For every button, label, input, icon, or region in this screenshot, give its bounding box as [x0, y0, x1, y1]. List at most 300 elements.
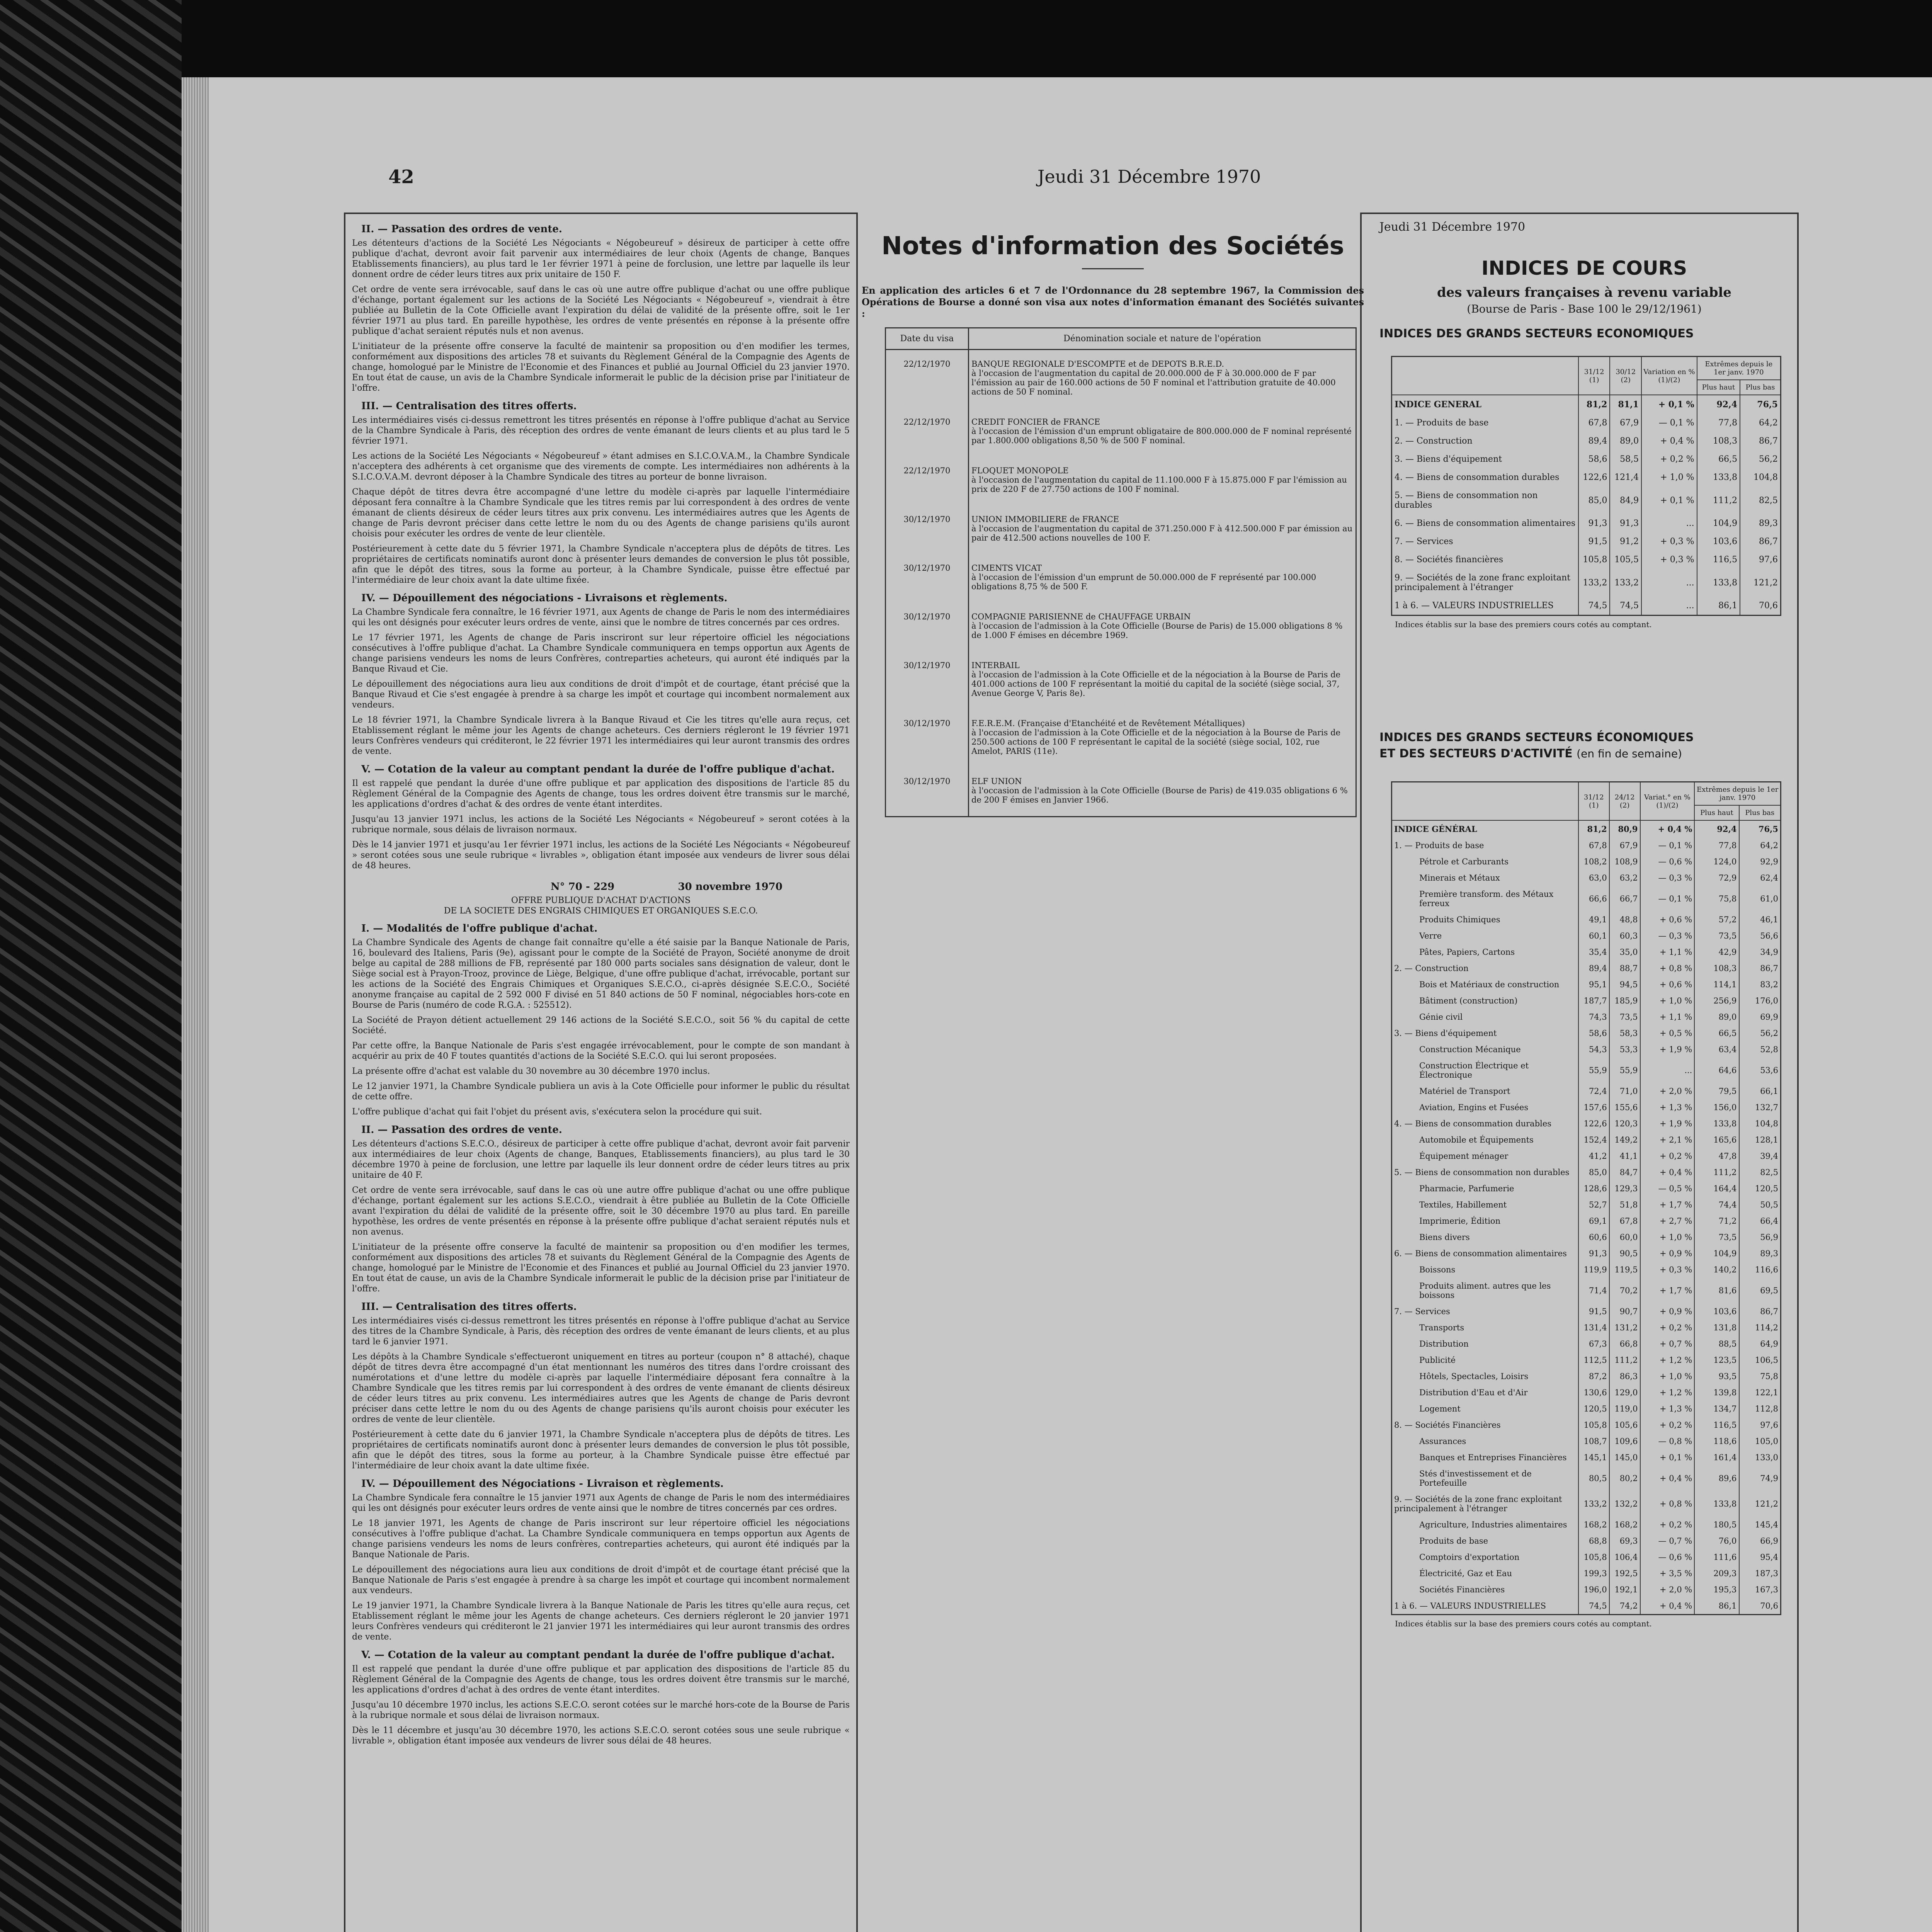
- index-value-lo: 62,4: [1739, 870, 1781, 886]
- index-value-v2: 41,1: [1609, 1148, 1640, 1164]
- index-value-v1: 81,2: [1578, 395, 1610, 414]
- index-value-v2: 155,6: [1609, 1099, 1640, 1116]
- index-label: Pâtes, Papiers, Cartons: [1419, 947, 1515, 957]
- index-value-var: + 0,1 %: [1640, 1449, 1695, 1466]
- index-value-v1: 130,6: [1578, 1384, 1609, 1401]
- index-label: Distribution: [1419, 1339, 1469, 1349]
- index-row: [1392, 1517, 1781, 1533]
- index-value-hi: 66,5: [1697, 450, 1740, 468]
- index-row: [1392, 993, 1781, 1009]
- section-paragraph: Dès le 14 janvier 1971 et jusqu'au 1er février 1971 inclus, les actions de la Société Les Négociants « Négobeureuf » seront cotées sous une seule rubrique « livrables », obligation étant imposée aux vendeurs de livrer sous délai de 48 heures.: [352, 840, 850, 871]
- index-value-var: + 3,5 %: [1640, 1565, 1695, 1582]
- index-value-hi: 133,8: [1694, 1491, 1739, 1517]
- index-value-v2: 105,6: [1609, 1417, 1640, 1433]
- index-value-var: + 1,2 %: [1640, 1352, 1695, 1368]
- index-value-v1: 95,1: [1578, 976, 1609, 993]
- operation-desc: à l'occasion de l'émission d'un emprunt obligataire de 800.000.000 de F nominal représenté par 1.800.000 obligations 8,50 % de 500 F nominal.: [971, 427, 1352, 445]
- index-value-v1: 122,6: [1578, 468, 1610, 486]
- index-value-lo: 120,5: [1739, 1180, 1781, 1197]
- index-value-lo: 104,8: [1739, 1116, 1781, 1132]
- index-row: [1392, 569, 1781, 597]
- index-row: [1392, 1582, 1781, 1598]
- section-paragraph: Le dépouillement des négociations aura lieu aux conditions de droit d'impôt et de courtage étant précisé que la Banque Nationale de Paris s'est engagée à prendre à sa charge les impôt et courtage qui incombent normalement aux vendeurs.: [352, 1565, 850, 1595]
- visa-entry: [969, 505, 1356, 554]
- index-value-v1: 133,2: [1578, 1491, 1609, 1517]
- index-label: 5. — Biens de consommation non durables: [1395, 491, 1538, 510]
- company-name: UNION IMMOBILIERE de FRANCE: [971, 515, 1119, 524]
- index-value-lo: 52,8: [1739, 1041, 1781, 1058]
- index-label: Bois et Matériaux de construction: [1419, 980, 1560, 989]
- index-row: [1392, 1229, 1781, 1245]
- index-value-hi: 79,5: [1694, 1083, 1739, 1099]
- index-row: [1392, 1449, 1781, 1466]
- index-label: 8. — Sociétés financières: [1395, 555, 1503, 565]
- index-row: [1392, 944, 1781, 960]
- index-row: [1392, 886, 1781, 912]
- index-value-hi: 108,3: [1694, 960, 1739, 976]
- index-label: Imprimerie, Édition: [1419, 1216, 1501, 1226]
- index-label: 6. — Biens de consommation alimentaires: [1395, 519, 1576, 528]
- index-value-var: + 2,0 %: [1640, 1083, 1695, 1099]
- index-label: Sociétés Financières: [1419, 1585, 1505, 1594]
- activity-index-table: [1391, 781, 1781, 1615]
- index-value-lo: 56,2: [1739, 1025, 1781, 1041]
- section-paragraph: Les intermédiaires visés ci-dessus remettront les titres présentés en réponse à l'offre publique d'achat au Service de la Chambre Syndicale à Paris, dès réception des ordres de vente émanant de leurs clients et au plus tard le 5 février 1971.: [352, 415, 850, 446]
- index-value-lo: 76,5: [1740, 395, 1781, 414]
- index-row: [1392, 1083, 1781, 1099]
- index-value-hi: 164,4: [1694, 1180, 1739, 1197]
- index-value-v2: 106,4: [1609, 1549, 1640, 1565]
- index-value-var: + 0,6 %: [1640, 912, 1695, 928]
- indices-date: Jeudi 31 Décembre 1970: [1379, 220, 1526, 234]
- index-label: Première transform. des Métaux ferreux: [1419, 889, 1554, 908]
- notes-information-column: [858, 216, 1368, 817]
- visa-table: [886, 328, 1355, 816]
- company-name: CREDIT FONCIER de FRANCE: [971, 417, 1100, 427]
- section-paragraph: Le dépouillement des négociations aura lieu aux conditions de droit d'impôt et de courtage, étant précisé que la Banque Rivaud et Cie s'est engagée à prendre à sa charge les impôt et courtage qui incombent normalement aux vendeurs.: [352, 679, 850, 710]
- index-value-var: + 0,7 %: [1640, 1336, 1695, 1352]
- index-value-v2: 74,2: [1609, 1598, 1640, 1615]
- index-value-v1: 105,8: [1578, 1549, 1609, 1565]
- section-paragraph: Il est rappelé que pendant la durée d'une offre publique et par application des dispositions de l'article 85 du Règlement Général de la Compagnie des Agents de change, tous les ordres doivent être transmis sur le marché, les applications d'ordres d'achat à des ordres de vente étant interdites.: [352, 1664, 850, 1695]
- index-value-v2: 105,5: [1610, 551, 1641, 569]
- index-label: Distribution d'Eau et d'Air: [1419, 1388, 1528, 1397]
- index-value-v1: 55,9: [1578, 1058, 1609, 1083]
- index-row: [1392, 1116, 1781, 1132]
- index-row: [1392, 414, 1781, 432]
- index-row: [1392, 1384, 1781, 1401]
- index-value-lo: 66,4: [1739, 1213, 1781, 1229]
- header-date: Jeudi 31 Décembre 1970: [1037, 166, 1261, 187]
- seco-sections-b: [350, 923, 852, 1746]
- index-value-v2: 121,4: [1610, 468, 1641, 486]
- index-label: Pétrole et Carburants: [1419, 857, 1509, 866]
- index-value-v1: 131,4: [1578, 1320, 1609, 1336]
- index-value-var: + 0,8 %: [1640, 1491, 1695, 1517]
- index-row: [1392, 1336, 1781, 1352]
- index-label: 3. — Biens d'équipement: [1395, 454, 1502, 464]
- visa-date: 30/12/1970: [886, 767, 969, 816]
- index-value-lo: 86,7: [1740, 432, 1781, 450]
- visa-entry: [969, 709, 1356, 767]
- index-value-var: + 0,3 %: [1641, 551, 1697, 569]
- index-value-var: + 0,4 %: [1640, 1466, 1695, 1491]
- section-paragraph: Le 17 février 1971, les Agents de change de Paris inscriront sur leur répertoire officiel les négociations consécutives à l'offre publique d'achat. La Chambre Syndicale communiquera en temps opportun aux Agents de change parisiens vendeurs les noms de leurs Confrères, contreparties acheteurs, qui auront été indiqués par la Banque Rivaud et Cie.: [352, 633, 850, 674]
- index-value-var: — 0,7 %: [1640, 1533, 1695, 1549]
- index-value-v1: 128,6: [1578, 1180, 1609, 1197]
- index-value-hi: 73,5: [1694, 1229, 1739, 1245]
- section-title: III. — Centralisation des titres offerts.: [361, 1301, 577, 1313]
- index-row: [1392, 1401, 1781, 1417]
- index-value-hi: 133,8: [1697, 569, 1740, 597]
- index-value-var: + 0,8 %: [1640, 960, 1695, 976]
- index-value-lo: 69,5: [1739, 1278, 1781, 1303]
- page-header: [388, 166, 1911, 193]
- book-page-edges: [182, 77, 209, 1932]
- index-value-hi: 123,5: [1694, 1352, 1739, 1368]
- visa-entry: [969, 408, 1356, 457]
- index-value-v2: 192,1: [1609, 1582, 1640, 1598]
- index-value-hi: 139,8: [1694, 1384, 1739, 1401]
- index-value-v1: 67,8: [1578, 837, 1609, 854]
- company-name: F.E.R.E.M. (Française d'Etanchéité et de Revêtement Métalliques): [971, 719, 1245, 728]
- index-value-v1: 133,2: [1578, 569, 1610, 597]
- section-paragraph: Le 18 février 1971, la Chambre Syndicale livrera à la Banque Rivaud et Cie les titres qu'elle aura reçus, cet Etablissement réglant le même jour les Agents de change acheteurs. Ces derniers régleront le 19 février 1971 leurs Confrères vendeurs qui créditeront, le 22 février 1971 les intermédiaires qui leur auront transmis des ordres de vente.: [352, 715, 850, 756]
- index-value-v1: 91,5: [1578, 1303, 1609, 1320]
- index-value-lo: 83,2: [1739, 976, 1781, 993]
- index-value-var: — 0,8 %: [1640, 1433, 1695, 1449]
- index-label: Boissons: [1419, 1265, 1456, 1274]
- index-value-v1: 67,8: [1578, 414, 1610, 432]
- t2-col-variation: Variat.° en % (1)/(2): [1640, 782, 1695, 821]
- index-value-lo: 104,8: [1740, 468, 1781, 486]
- index-value-v2: 67,8: [1609, 1213, 1640, 1229]
- index-value-v1: 187,7: [1578, 993, 1609, 1009]
- index-value-hi: 89,6: [1694, 1466, 1739, 1491]
- index-value-lo: 133,0: [1739, 1449, 1781, 1466]
- index-value-lo: 86,7: [1740, 532, 1781, 551]
- t1-col-extremes: Extrêmes depuis le 1er janv. 1970: [1697, 357, 1781, 380]
- index-value-var: + 2,0 %: [1640, 1582, 1695, 1598]
- index-value-v2: 60,0: [1609, 1229, 1640, 1245]
- section-paragraph: Le 19 janvier 1971, la Chambre Syndicale livrera à la Banque Nationale de Paris les titres qu'elle aura reçus, cet Etablissement réglant le même jour les Agents de change acheteurs. Ces derniers régleront le 20 janvier 1971 leurs Confrères vendeurs qui créditeront le 21 janvier 1971 les intermédiaires qui leur auront transmis des ordres de vente.: [352, 1601, 850, 1642]
- index-row: [1392, 912, 1781, 928]
- index-value-lo: 64,2: [1739, 837, 1781, 854]
- index-value-hi: 74,4: [1694, 1197, 1739, 1213]
- index-label: Banques et Entreprises Financières: [1419, 1453, 1567, 1462]
- index-value-v2: 131,2: [1609, 1320, 1640, 1336]
- index-row: [1392, 976, 1781, 993]
- index-label: Produits de base: [1419, 1536, 1488, 1546]
- index-value-lo: 114,2: [1739, 1320, 1781, 1336]
- visa-date: 30/12/1970: [886, 651, 969, 709]
- index-value-var: ...: [1641, 597, 1697, 616]
- index-label: 3. — Biens d'équipement: [1394, 1029, 1497, 1038]
- index-value-var: + 0,6 %: [1640, 976, 1695, 993]
- index-value-v2: 84,7: [1609, 1164, 1640, 1180]
- index-value-lo: 95,4: [1739, 1549, 1781, 1565]
- index-row: [1392, 551, 1781, 569]
- index-row: [1392, 1598, 1781, 1615]
- index-value-hi: 133,8: [1694, 1116, 1739, 1132]
- index-value-v2: 109,6: [1609, 1433, 1640, 1449]
- index-value-v2: 168,2: [1609, 1517, 1640, 1533]
- notice-heading: [350, 881, 852, 893]
- index-row: [1392, 450, 1781, 468]
- index-row: [1392, 1303, 1781, 1320]
- index-value-lo: 86,7: [1739, 1303, 1781, 1320]
- index-value-v2: 66,8: [1609, 1336, 1640, 1352]
- section-title: I. — Modalités de l'offre publique d'achat.: [361, 923, 598, 934]
- index-value-v1: 122,6: [1578, 1116, 1609, 1132]
- index-value-v1: 74,3: [1578, 1009, 1609, 1025]
- section-paragraph: L'offre publique d'achat qui fait l'objet du présent avis, s'exécutera selon la procédure qui suit.: [352, 1107, 762, 1117]
- index-value-v1: 80,5: [1578, 1466, 1609, 1491]
- section-paragraph: Cet ordre de vente sera irrévocable, sauf dans le cas où une autre offre publique d'achat ou une offre publique d'échange, portant également sur les actions S.E.C.O., viendrait à être publiée au Bulletin de la Cote Officielle avant l'expiration du délai de validité de la présente offre, soit le 30 décembre 1970 au plus tard. En pareille hypothèse, les ordres de vente présentés en réponse à la présente offre publique d'achat seraient réputés nuls et non avenus.: [352, 1185, 850, 1237]
- index-value-var: — 0,1 %: [1640, 886, 1695, 912]
- operation-desc: à l'occasion de l'émission d'un emprunt de 50.000.000 de F représenté par 100.000 obligations 8,75 % de 500 F.: [971, 573, 1316, 591]
- index-row: [1392, 514, 1781, 532]
- section-paragraph: Le 18 janvier 1971, les Agents de change de Paris inscriront sur leur répertoire officiel les négociations consécutives à l'offre publique d'achat. La Chambre Syndicale communiquera en temps opportun aux Agents de change parisiens vendeurs les noms de leurs confrères, contreparties acheteurs, qui auront été indiqués par la Banque Nationale de Paris.: [352, 1519, 850, 1560]
- index-label: Comptoirs d'exportation: [1419, 1553, 1520, 1562]
- index-value-hi: 77,8: [1697, 414, 1740, 432]
- index-value-v1: 145,1: [1578, 1449, 1609, 1466]
- t2-col-24-12: 24/12 (2): [1609, 782, 1640, 821]
- index-row: [1392, 870, 1781, 886]
- index-value-v2: 120,3: [1609, 1116, 1640, 1132]
- visa-date: 30/12/1970: [886, 603, 969, 651]
- section-paragraph: Par cette offre, la Banque Nationale de Paris s'est engagée irrévocablement, pour le compte de son mandant à acquérir au prix de 40 F toutes quantités d'actions de la Société S.E.C.O. qui lui seront proposées.: [352, 1041, 850, 1061]
- index-value-v1: 74,5: [1578, 1598, 1609, 1615]
- index-row: [1392, 432, 1781, 450]
- index-value-v2: 51,8: [1609, 1197, 1640, 1213]
- index-value-hi: 89,0: [1694, 1009, 1739, 1025]
- index-value-hi: 42,9: [1694, 944, 1739, 960]
- visa-entry: [969, 457, 1356, 505]
- index-value-v1: 71,4: [1578, 1278, 1609, 1303]
- index-label: Stés d'investissement et de Portefeuille: [1419, 1469, 1532, 1488]
- index-value-lo: 46,1: [1739, 912, 1781, 928]
- index-value-var: + 2,7 %: [1640, 1213, 1695, 1229]
- index-value-var: — 0,5 %: [1640, 1180, 1695, 1197]
- section-paragraph: Postérieurement à cette date du 5 février 1971, la Chambre Syndicale n'acceptera plus de dépôts de titres. Les propriétaires de certificats nominatifs auront donc à présenter leurs demandes de conversion le plus tôt possible, afin que le dépôt des titres, sous la forme au porteur, à la Chambre Syndicale, puisse être effectué par l'intermédiaire de leur choix avant la date ultime fixée.: [352, 544, 850, 585]
- company-name: FLOQUET MONOPOLE: [971, 466, 1069, 475]
- visa-row: [886, 651, 1355, 709]
- visa-col-date: Date du visa: [886, 328, 969, 350]
- index-value-hi: 134,7: [1694, 1401, 1739, 1417]
- index-row: [1392, 1491, 1781, 1517]
- operation-desc: à l'occasion de l'admission à la Cote Officielle (Bourse de Paris) de 15.000 obligations 8 % de 1.000 F émises en décembre 1969.: [971, 621, 1343, 640]
- index-row: [1392, 1278, 1781, 1303]
- section-paragraph: Les détenteurs d'actions de la Société Les Négociants « Négobeureuf » désireux de participer à cette offre publique d'achat, devront avoir fait parvenir aux intermédiaires de leur choix (Agents de change, Banques Etablissements financiers), au plus tard le 1er février 1971 à peine de forclusion, une lettre par laquelle ils leur donnent ordre de céder leurs titres aux prix unitaire de 150 F.: [352, 238, 850, 279]
- index-value-hi: 180,5: [1694, 1517, 1739, 1533]
- index-value-lo: 92,9: [1739, 854, 1781, 870]
- index-value-lo: 86,7: [1739, 960, 1781, 976]
- index-value-var: + 0,2 %: [1641, 450, 1697, 468]
- table2-title-line2: ET DES SECTEURS D'ACTIVITÉ: [1379, 747, 1573, 760]
- index-row: [1392, 820, 1781, 837]
- index-value-hi: 47,8: [1694, 1148, 1739, 1164]
- index-label: 8. — Sociétés Financières: [1394, 1420, 1501, 1430]
- index-value-lo: 121,2: [1739, 1491, 1781, 1517]
- notes-title: Notes d'information des Sociétés: [881, 232, 1344, 260]
- index-row: [1392, 854, 1781, 870]
- t2-col-31-12: 31/12 (1): [1578, 782, 1609, 821]
- operation-desc: à l'occasion de l'admission à la Cote Officielle et de la négociation à la Bourse de Paris de 401.000 actions de 100 F représentant la moitié du capital de la société (siège social, 37, Avenue George V, Paris 8e).: [971, 670, 1341, 698]
- index-value-var: ...: [1641, 569, 1697, 597]
- index-value-lo: 50,5: [1739, 1197, 1781, 1213]
- index-value-v2: 91,2: [1610, 532, 1641, 551]
- index-row: [1392, 1213, 1781, 1229]
- index-value-v2: 88,7: [1609, 960, 1640, 976]
- index-value-v2: 132,2: [1609, 1491, 1640, 1517]
- index-value-hi: 77,8: [1694, 837, 1739, 854]
- index-value-v2: 74,5: [1610, 597, 1641, 616]
- notice-date: 30 novembre 1970: [678, 881, 782, 893]
- index-row: [1392, 960, 1781, 976]
- index-value-lo: 70,6: [1740, 597, 1781, 616]
- index-value-lo: 69,9: [1739, 1009, 1781, 1025]
- index-value-lo: 64,9: [1739, 1336, 1781, 1352]
- table2-title: [1379, 730, 1789, 762]
- index-label: 1 à 6. — VALEURS INDUSTRIELLES: [1395, 601, 1554, 611]
- index-row: [1392, 597, 1781, 616]
- index-row: [1392, 1132, 1781, 1148]
- section-paragraph: Il est rappelé que pendant la durée d'une offre publique et par application des dispositions de l'article 85 du Règlement Général de la Compagnie des Agents de change, tous les ordres doivent être transmis sur le marché, les applications d'ordres d'achat & des ordres de vente étant interdites.: [352, 779, 850, 809]
- index-value-v1: 49,1: [1578, 912, 1609, 928]
- index-value-hi: 131,8: [1694, 1320, 1739, 1336]
- index-value-v1: 89,4: [1578, 432, 1610, 450]
- index-value-var: + 1,0 %: [1641, 468, 1697, 486]
- seco-sections-a: [350, 223, 852, 871]
- index-value-var: + 0,5 %: [1640, 1025, 1695, 1041]
- index-label: Verre: [1419, 931, 1442, 940]
- index-value-hi: 104,9: [1694, 1245, 1739, 1262]
- section-paragraph: La Chambre Syndicale fera connaître, le 16 février 1971, aux Agents de change de Paris le nom des intermédiaires qui les ont désignés pour exécuter leurs ordres de vente, ainsi que le nombre de titres concernés par ces ordres.: [352, 607, 850, 628]
- index-value-v2: 129,0: [1609, 1384, 1640, 1401]
- index-value-v1: 67,3: [1578, 1336, 1609, 1352]
- index-value-var: ...: [1640, 1058, 1695, 1083]
- index-value-lo: 53,6: [1739, 1058, 1781, 1083]
- section-title: II. — Passation des ordres de vente.: [361, 223, 562, 235]
- index-value-hi: 124,0: [1694, 854, 1739, 870]
- index-row: [1392, 837, 1781, 854]
- index-value-var: — 0,6 %: [1640, 1549, 1695, 1565]
- index-value-lo: 97,6: [1740, 551, 1781, 569]
- visa-row: [886, 350, 1355, 408]
- index-value-v1: 85,0: [1578, 486, 1610, 514]
- index-label: 2. — Construction: [1394, 964, 1469, 973]
- index-label: Pharmacie, Parfumerie: [1419, 1184, 1514, 1193]
- index-value-v2: 119,0: [1609, 1401, 1640, 1417]
- index-value-v1: 72,4: [1578, 1083, 1609, 1099]
- index-label: Construction Mécanique: [1419, 1045, 1521, 1054]
- index-value-v2: 58,3: [1609, 1025, 1640, 1041]
- index-value-lo: 89,3: [1739, 1245, 1781, 1262]
- section-paragraph: Chaque dépôt de titres devra être accompagné d'une lettre du modèle ci-après par laquelle l'intermédiaire déposant fera connaître à la Chambre Syndicale que les titres remis par lui correspondent à des ordres de vente émanant de clients désireux de céder leurs titres aux prix convenu. Les intermédiaires autres que les Agents de change de Paris devront préciser dans cette lettre le nom du ou des Agents de change parisiens qu'ils auront choisis pour exécuter les ordres de vente de leur clientèle.: [352, 487, 850, 539]
- index-value-hi: 114,1: [1694, 976, 1739, 993]
- index-value-hi: 165,6: [1694, 1132, 1739, 1148]
- index-value-var: — 0,3 %: [1640, 870, 1695, 886]
- index-label: 7. — Services: [1394, 1307, 1450, 1316]
- visa-entry: [969, 350, 1356, 408]
- index-row: [1392, 486, 1781, 514]
- index-value-lo: 66,9: [1739, 1533, 1781, 1549]
- index-value-var: + 0,9 %: [1640, 1245, 1695, 1262]
- index-value-lo: 116,6: [1739, 1262, 1781, 1278]
- index-row: [1392, 1041, 1781, 1058]
- index-value-var: — 0,1 %: [1640, 837, 1695, 854]
- index-row: [1392, 1320, 1781, 1336]
- table2-title-line1: INDICES DES GRANDS SECTEURS ÉCONOMIQUES: [1379, 731, 1694, 744]
- visa-row: [886, 767, 1355, 816]
- index-value-lo: 97,6: [1739, 1417, 1781, 1433]
- index-row: [1392, 1197, 1781, 1213]
- index-value-v1: 91,3: [1578, 1245, 1609, 1262]
- index-row: [1392, 1533, 1781, 1549]
- operation-desc: à l'occasion de l'admission à la Cote Officielle (Bourse de Paris) de 419.035 obligations 6 % de 200 F émises en Janvier 1966.: [971, 786, 1348, 804]
- index-value-lo: 64,2: [1740, 414, 1781, 432]
- index-row: [1392, 532, 1781, 551]
- index-value-var: + 0,2 %: [1640, 1320, 1695, 1336]
- index-value-v2: 80,2: [1609, 1466, 1640, 1491]
- t1-col-31-12: 31/12 (1): [1578, 357, 1610, 395]
- index-value-hi: 76,0: [1694, 1533, 1739, 1549]
- index-value-v1: 152,4: [1578, 1132, 1609, 1148]
- index-value-v2: 58,5: [1610, 450, 1641, 468]
- section-paragraph: L'initiateur de la présente offre conserve la faculté de maintenir sa proposition ou d'en modifier les termes, conformément aux dispositions des articles 78 et suivants du Règlement Général de la Compagnie des Agents de change, homologué par le Ministre de l'Economie et des Finances et publié au Journal Officiel du 23 janvier 1970. En tout état de cause, un avis de la Chambre Syndicale informerait le public de la décision prise par l'initiateur de l'offre.: [352, 342, 850, 393]
- index-label: 1 à 6. — VALEURS INDUSTRIELLES: [1394, 1601, 1546, 1611]
- index-value-hi: 111,2: [1697, 486, 1740, 514]
- operation-desc: à l'occasion de l'augmentation du capital de 11.100.000 F à 15.875.000 F par l'émission au prix de 220 F de 27.750 actions de 100 F nominal.: [971, 475, 1347, 494]
- index-value-v2: 69,3: [1609, 1533, 1640, 1549]
- index-value-var: + 1,1 %: [1640, 944, 1695, 960]
- index-value-var: + 1,0 %: [1640, 993, 1695, 1009]
- index-value-v1: 68,8: [1578, 1533, 1609, 1549]
- index-label: INDICE GÉNÉRAL: [1394, 824, 1477, 834]
- section-paragraph: Les intermédiaires visés ci-dessus remettront les titres présentés en réponse à l'offre publique d'achat au Service des titres de la Chambre Syndicale, à Paris, dès réception des ordres de vente émanant de leurs clients, et au plus tard le 6 janvier 1971.: [352, 1316, 850, 1347]
- index-value-hi: 72,9: [1694, 870, 1739, 886]
- index-value-hi: 156,0: [1694, 1099, 1739, 1116]
- index-label: Biens divers: [1419, 1233, 1470, 1242]
- index-label: Automobile et Équipements: [1419, 1135, 1534, 1145]
- visa-row: [886, 408, 1355, 457]
- index-value-v1: 52,7: [1578, 1197, 1609, 1213]
- index-value-lo: 76,5: [1739, 820, 1781, 837]
- index-value-lo: 56,2: [1740, 450, 1781, 468]
- index-row: [1392, 1466, 1781, 1491]
- section-paragraph: Les actions de la Société Les Négociants « Négobeureuf » étant admises en S.I.C.O.V.A.M., la Chambre Syndicale n'acceptera des adhérents à cet organisme que des virements de compte. Les intermédiaires non adhérents à la S.I.C.O.V.A.M. devront déposer à la Chambre Syndicale des titres au porteur de bonne livraison.: [352, 451, 850, 482]
- index-value-hi: 108,3: [1697, 432, 1740, 450]
- index-value-hi: 104,9: [1697, 514, 1740, 532]
- index-value-lo: 167,3: [1739, 1582, 1781, 1598]
- index-label: Produits Chimiques: [1419, 915, 1500, 924]
- index-value-v1: 196,0: [1578, 1582, 1609, 1598]
- section-paragraph: La Société de Prayon détient actuellement 29 146 actions de la Société S.E.C.O., soit 56 % du capital de cette Société.: [352, 1015, 850, 1036]
- index-label: Produits aliment. autres que les boissons: [1419, 1281, 1551, 1300]
- indices-base: (Bourse de Paris - Base 100 le 29/12/1961): [1467, 303, 1702, 315]
- index-label: Génie civil: [1419, 1012, 1463, 1022]
- index-value-v2: 70,2: [1609, 1278, 1640, 1303]
- index-value-lo: 34,9: [1739, 944, 1781, 960]
- index-label: Aviation, Engins et Fusées: [1419, 1103, 1529, 1112]
- index-value-v1: 108,2: [1578, 854, 1609, 870]
- index-value-hi: 73,5: [1694, 928, 1739, 944]
- index-value-v2: 94,5: [1609, 976, 1640, 993]
- visa-col-denomination: Dénomination sociale et nature de l'opération: [969, 328, 1356, 350]
- index-value-hi: 140,2: [1694, 1262, 1739, 1278]
- index-value-var: + 0,2 %: [1640, 1148, 1695, 1164]
